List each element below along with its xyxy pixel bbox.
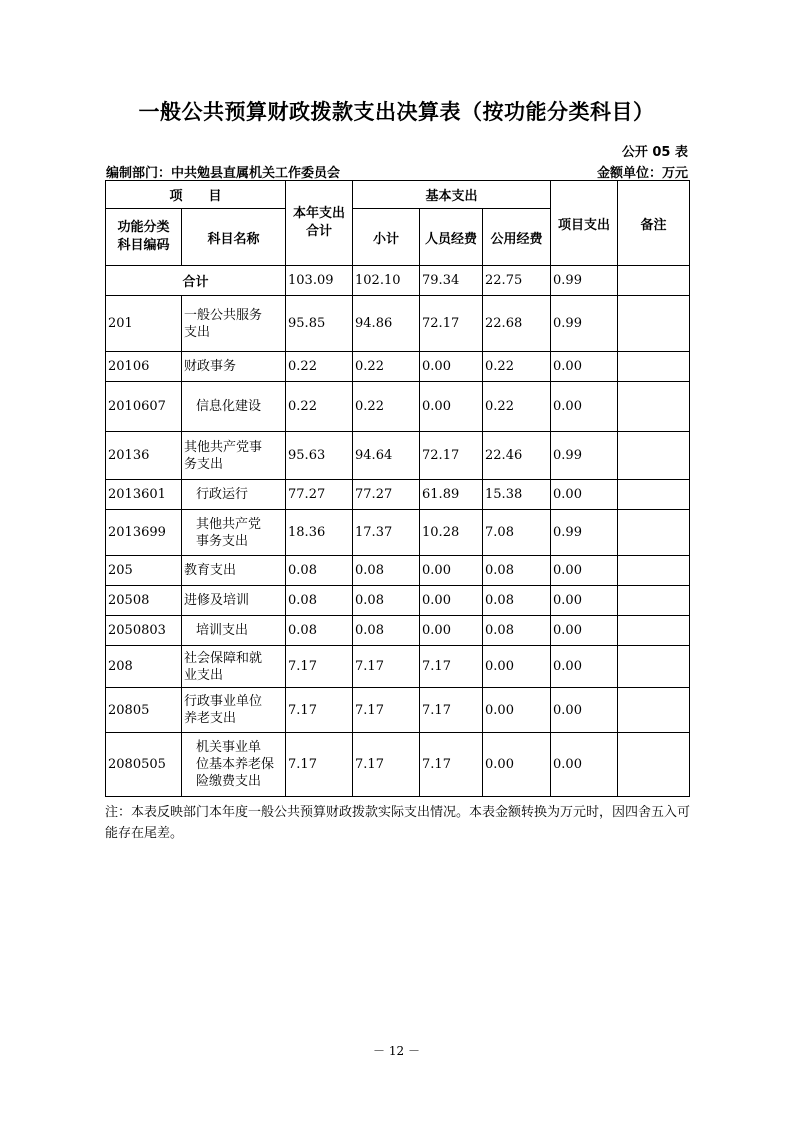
cell-public-use: 0.08 — [483, 586, 551, 616]
cell-remark — [618, 688, 690, 733]
total-remark — [618, 266, 690, 296]
cell-subject-code: 201 — [106, 296, 182, 352]
table-row — [106, 616, 690, 646]
cell-subtotal: 0.22 — [353, 382, 420, 432]
cell-subtotal: 17.37 — [353, 510, 420, 556]
cell-remark — [618, 296, 690, 352]
cell-remark — [618, 480, 690, 510]
cell-public-use: 0.00 — [483, 688, 551, 733]
cell-public-use: 15.38 — [483, 480, 551, 510]
cell-subject-name: 一般公共服务 支出 — [182, 296, 286, 352]
cell-subject-code: 2050803 — [106, 616, 182, 646]
total-personnel: 79.34 — [420, 266, 483, 296]
total-public-use: 22.75 — [483, 266, 551, 296]
table-row — [106, 733, 690, 797]
cell-project: 0.00 — [551, 646, 618, 688]
total-subtotal: 102.10 — [353, 266, 420, 296]
cell-subject-code: 2010607 — [106, 382, 182, 432]
cell-year-total: 77.27 — [286, 480, 353, 510]
header-row-1 — [106, 181, 690, 209]
cell-subtotal: 7.17 — [353, 688, 420, 733]
cell-year-total: 0.08 — [286, 586, 353, 616]
header-function-code: 功能分类 科目编码 — [106, 209, 182, 266]
amount-unit-label: 金额单位：万元 — [596, 166, 688, 181]
cell-subject-name: 其他共产党事 务支出 — [182, 432, 286, 480]
total-label: 合计 — [106, 266, 286, 296]
cell-remark — [618, 432, 690, 480]
cell-subject-code: 20136 — [106, 432, 182, 480]
cell-subject-name: 信息化建设 — [182, 382, 286, 432]
cell-year-total: 7.17 — [286, 733, 353, 797]
cell-public-use: 0.22 — [483, 382, 551, 432]
header-project-expenditure: 项目支出 — [551, 181, 618, 266]
cell-subject-name: 行政运行 — [182, 480, 286, 510]
cell-personnel: 72.17 — [420, 432, 483, 480]
cell-subtotal: 77.27 — [353, 480, 420, 510]
cell-subject-name: 其他共产党 事务支出 — [182, 510, 286, 556]
total-year-total: 103.09 — [286, 266, 353, 296]
form-number: 公开 05 表 — [621, 145, 688, 160]
cell-subject-code: 2013699 — [106, 510, 182, 556]
cell-subtotal: 0.08 — [353, 586, 420, 616]
cell-public-use: 0.08 — [483, 556, 551, 586]
cell-remark — [618, 616, 690, 646]
cell-personnel: 0.00 — [420, 382, 483, 432]
cell-year-total: 95.63 — [286, 432, 353, 480]
table-row — [106, 432, 690, 480]
cell-public-use: 0.00 — [483, 733, 551, 797]
cell-subject-code: 20508 — [106, 586, 182, 616]
cell-project: 0.00 — [551, 688, 618, 733]
header-subtotal: 小计 — [353, 209, 420, 266]
cell-year-total: 7.17 — [286, 688, 353, 733]
cell-personnel: 0.00 — [420, 616, 483, 646]
cell-personnel: 0.00 — [420, 352, 483, 382]
table-row — [106, 556, 690, 586]
cell-project: 0.00 — [551, 352, 618, 382]
cell-project: 0.00 — [551, 382, 618, 432]
cell-project: 0.00 — [551, 586, 618, 616]
cell-year-total: 95.85 — [286, 296, 353, 352]
table-row — [106, 688, 690, 733]
cell-remark — [618, 733, 690, 797]
cell-project: 0.99 — [551, 296, 618, 352]
cell-subtotal: 94.86 — [353, 296, 420, 352]
cell-subject-code: 205 — [106, 556, 182, 586]
cell-subject-name: 机关事业单 位基本养老保 险缴费支出 — [182, 733, 286, 797]
header-remark: 备注 — [618, 181, 690, 266]
cell-subject-name: 社会保障和就 业支出 — [182, 646, 286, 688]
cell-personnel: 72.17 — [420, 296, 483, 352]
total-project: 0.99 — [551, 266, 618, 296]
cell-public-use: 22.46 — [483, 432, 551, 480]
page-number: － 12 － — [373, 1044, 420, 1058]
cell-year-total: 7.17 — [286, 646, 353, 688]
table-row — [106, 480, 690, 510]
cell-year-total: 0.08 — [286, 556, 353, 586]
cell-personnel: 0.00 — [420, 556, 483, 586]
page-title: 一般公共预算财政拨款支出决算表（按功能分类科目） — [138, 100, 655, 124]
cell-subject-code: 208 — [106, 646, 182, 688]
cell-personnel: 61.89 — [420, 480, 483, 510]
cell-remark — [618, 586, 690, 616]
expenditure-table — [105, 180, 690, 797]
cell-personnel: 10.28 — [420, 510, 483, 556]
cell-subtotal: 0.08 — [353, 556, 420, 586]
cell-remark — [618, 352, 690, 382]
footnote: 注：本表反映部门本年度一般公共预算财政拨款实际支出情况。本表金额转换为万元时，因四舍五入可能存在尾差。 — [105, 805, 691, 841]
cell-project: 0.99 — [551, 432, 618, 480]
cell-subject-name: 教育支出 — [182, 556, 286, 586]
cell-personnel: 7.17 — [420, 733, 483, 797]
cell-project: 0.00 — [551, 733, 618, 797]
cell-subject-code: 2080505 — [106, 733, 182, 797]
cell-subject-name: 培训支出 — [182, 616, 286, 646]
cell-year-total: 0.22 — [286, 352, 353, 382]
header-basic-expenditure: 基本支出 — [353, 181, 551, 209]
cell-year-total: 0.22 — [286, 382, 353, 432]
cell-public-use: 0.22 — [483, 352, 551, 382]
table-row — [106, 296, 690, 352]
cell-project: 0.00 — [551, 616, 618, 646]
header-item: 项 目 — [106, 181, 286, 209]
cell-subject-name: 进修及培训 — [182, 586, 286, 616]
total-row — [106, 266, 690, 296]
cell-project: 0.00 — [551, 556, 618, 586]
cell-subject-code: 2013601 — [106, 480, 182, 510]
cell-public-use: 22.68 — [483, 296, 551, 352]
cell-public-use: 0.00 — [483, 646, 551, 688]
cell-subject-name: 行政事业单位 养老支出 — [182, 688, 286, 733]
table-row — [106, 586, 690, 616]
cell-project: 0.00 — [551, 480, 618, 510]
header-personnel: 人员经费 — [420, 209, 483, 266]
cell-subtotal: 7.17 — [353, 733, 420, 797]
table-row — [106, 646, 690, 688]
header-year-total: 本年支出 合计 — [286, 181, 353, 266]
cell-public-use: 7.08 — [483, 510, 551, 556]
cell-public-use: 0.08 — [483, 616, 551, 646]
cell-subject-name: 财政事务 — [182, 352, 286, 382]
department-label: 编制部门：中共勉县直属机关工作委员会 — [106, 166, 341, 181]
table-row — [106, 352, 690, 382]
cell-project: 0.99 — [551, 510, 618, 556]
cell-subtotal: 94.64 — [353, 432, 420, 480]
cell-personnel: 0.00 — [420, 586, 483, 616]
cell-year-total: 0.08 — [286, 616, 353, 646]
table-row — [106, 510, 690, 556]
cell-subtotal: 0.22 — [353, 352, 420, 382]
cell-remark — [618, 382, 690, 432]
header-subject-name: 科目名称 — [182, 209, 286, 266]
cell-personnel: 7.17 — [420, 646, 483, 688]
cell-subtotal: 0.08 — [353, 616, 420, 646]
cell-personnel: 7.17 — [420, 688, 483, 733]
cell-year-total: 18.36 — [286, 510, 353, 556]
cell-subject-code: 20805 — [106, 688, 182, 733]
header-public-use: 公用经费 — [483, 209, 551, 266]
cell-remark — [618, 646, 690, 688]
cell-remark — [618, 510, 690, 556]
cell-remark — [618, 556, 690, 586]
cell-subtotal: 7.17 — [353, 646, 420, 688]
table-row — [106, 382, 690, 432]
cell-subject-code: 20106 — [106, 352, 182, 382]
